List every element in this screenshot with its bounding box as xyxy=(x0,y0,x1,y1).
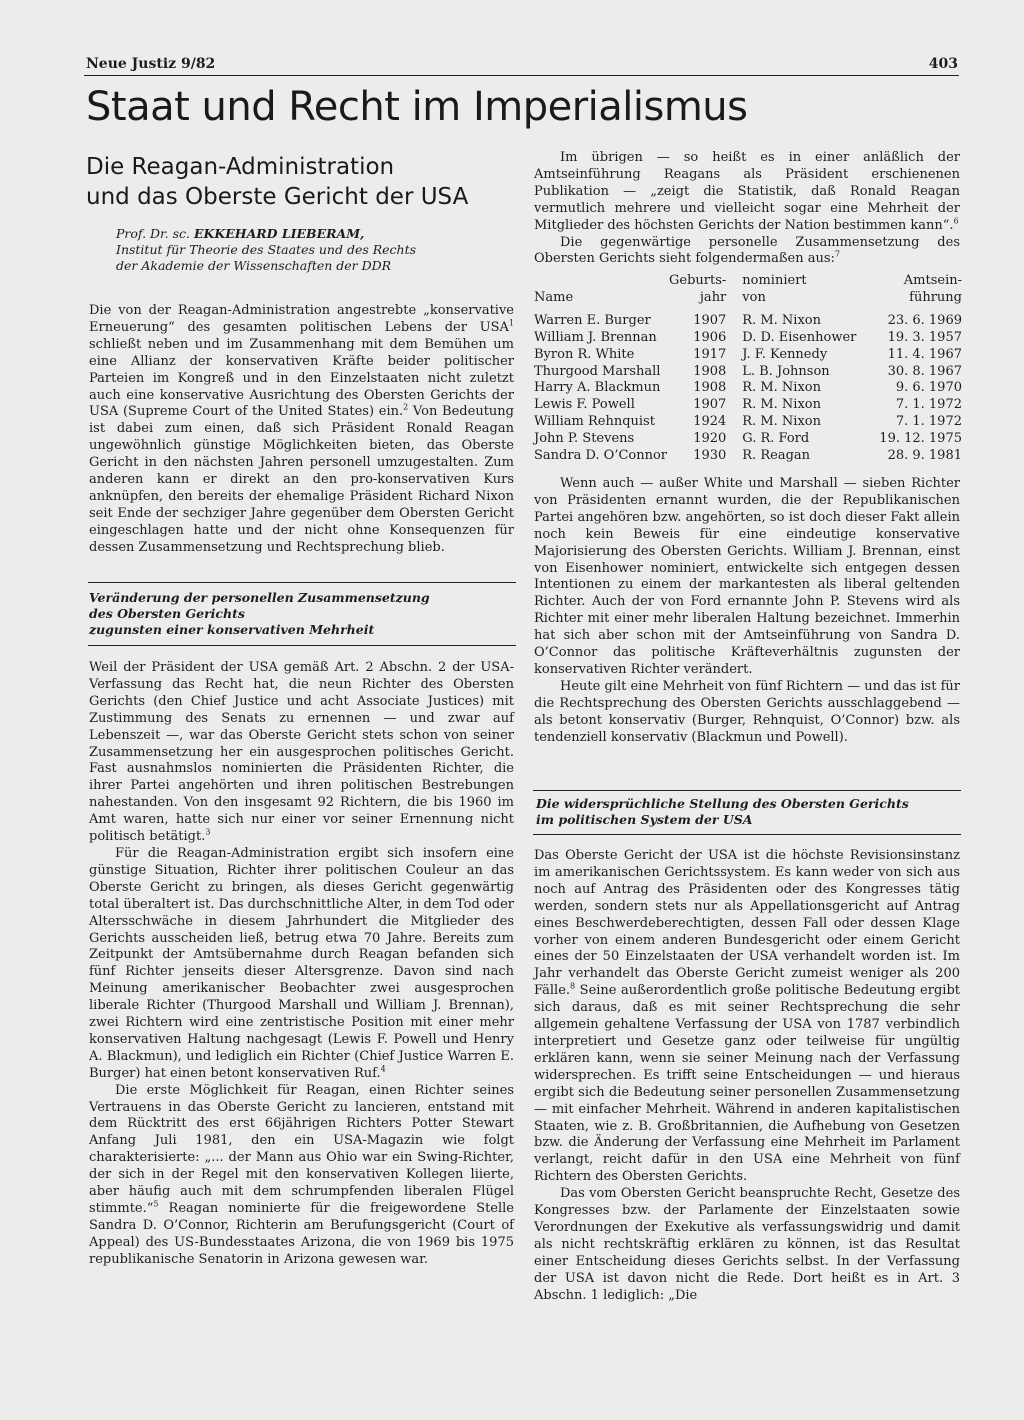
footnote-ref: 8 xyxy=(570,981,576,991)
footnote-ref: 1 xyxy=(508,318,514,328)
body-paragraph: Für die Reagan-Administration ergibt sich insofern eine günstige Situation, Richter ihrer politischen Couleur an das Oberste Gericht zu bringen, als dieses Gericht gegenwärtig total überaltert ist. Das durchschnittliche Alter, in dem Tod oder Altersschwäche in diesem Jahrhundert die Mitglieder des Gerichts ausscheiden ließ, betrug etwa 70 Jahre. Bereits zum Zeitpunkt der Amtsübernahme durch Reagan befanden sich fünf Richter jenseits dieser Altersgrenze. Davon sind nach Meinung amerikanischer Beobachter zwei ausgesprochen liberale Richter (Thurgood Marshall und William J. Brennan), zwei Richtern wird eine zentristische Position mit einer mehr konservativen Haltung nachgesagt (Lewis F. Powell und Henry A. Blackmun), und lediglich ein Richter (Chief Justice Warren E. Burger) hat einen betont konservativen Ruf.$^4$ xyxy=(89,845,514,1081)
author-block xyxy=(116,226,516,274)
table-row: William J. Brennan 1906 D. D. Eisenhower 19. 3. 1957 xyxy=(534,329,962,345)
footnote-ref: 7 xyxy=(834,250,841,260)
author-prefix: Prof. Dr. sc. xyxy=(116,226,194,241)
subheading-rule-bottom xyxy=(533,834,961,835)
col-header-name: Name xyxy=(534,289,574,305)
body-paragraph: Die gegenwärtige personelle Zusammensetzung des Obersten Gerichts sieht folgendermaßen aus:$^7$ xyxy=(534,234,960,267)
page-number: 403 xyxy=(928,56,958,72)
footnote-ref: 2 xyxy=(403,403,409,413)
footnote-ref: 4 xyxy=(380,1064,386,1074)
footnote-ref: 5 xyxy=(153,1199,159,1209)
table-row: Warren E. Burger 1907 R. M. Nixon 23. 6. 1969 xyxy=(534,312,962,328)
body-paragraph: Wenn auch — außer White und Marshall — sieben Richter von Präsidenten ernannt wurden, die der Republikanischen Partei angehören bzw. angehörten, so ist doch dieser Fakt allein noch kein Beweis für eine eindeutige konservative Majorisierung des Obersten Gerichts. William J. Brennan, einst von Eisenhower nominiert, entwickelte sich entgegen dessen Intentionen zu einem der markantesten als liberal geltenden Richter. Auch der von Ford ernannte John P. Stevens wird als Richter mit einer mehr liberalen Haltung bezeichnet. Immerhin hat sich aber schon mit der Amtseinführung von Sandra D. O’Connor das politische Kräfteverhältnis zugunsten der konservativen Richter verändert. xyxy=(534,476,960,677)
header-rule xyxy=(84,75,959,76)
body-paragraph: Heute gilt eine Mehrheit von fünf Richtern — und das ist für die Rechtsprechung des Obersten Gerichts ausschlaggebend — als betont konservativ (Burger, Rehnquist, O’Connor) bzw. als tendenziell konservativ (Blackmun und Powell). xyxy=(534,678,960,745)
body-paragraph: Im übrigen — so heißt es in einer anläßlich der Amtseinführung Reagans als Präsident erschienenen Publikation — „zeigt die Statistik, daß Ronald Reagan vermutlich mehrere und vielleicht sogar eine Mehrheit der Mitglieder des höchsten Gerichts der Nation bestimmen kann“.$^6$ xyxy=(534,150,960,233)
article-title-line-1: Die Reagan-Administration xyxy=(86,154,395,180)
article-title-line-2: und das Oberste Gericht der USA xyxy=(86,184,469,210)
right-body xyxy=(534,848,960,1304)
author-affiliation-1: Institut für Theorie des Staates und des Rechts xyxy=(116,242,417,257)
body-paragraph: Die erste Möglichkeit für Reagan, einen Richter seines Vertrauens in das Oberste Gericht zu lancieren, entstand mit dem Rücktritt des erst 66jährigen Richters Potter Stewart Anfang Juli 1981, den ein USA-Magazin wie folgt charakterisierte: „... der Mann aus Ohio war ein Swing-Richter, der sich in der Regel mit den konservativen Kollegen liierte, aber häufig auch mit dem schrumpfenden liberalen Flügel stimmte.“$^5$ Reagan nominierte für die freigewordene Stelle Sandra D. O’Connor, Richterin am Berufungsgericht (Court of Appeal) des US-Bundesstaates Arizona, die von 1969 bis 1975 republikanische Senatorin in Arizona gewesen war. xyxy=(89,1082,514,1267)
body-paragraph: Weil der Präsident der USA gemäß Art. 2 Abschn. 2 der USA-Verfassung das Recht hat, die neun Richter des Obersten Gerichts (den Chief Justice und acht Associate Justices) mit Zustimmung des Senats zu ernennen — und zwar auf Lebenszeit —, war das Oberste Gericht stets schon von seiner Zusammensetzung her ein ausgesprochen politisches Gericht. Fast ausnahmslos nominierten die Präsidenten Richter, die ihrer Partei angehörten und ihren politischen Bestrebungen nahestanden. Von den insgesamt 92 Richtern, die bis 1960 im Amt waren, hatte sich nur einer vor seiner Ernennung nicht politisch betätigt.$^3$ xyxy=(89,660,514,845)
right-middle xyxy=(534,476,960,747)
author-affiliation-2: der Akademie der Wissenschaften der DDR xyxy=(116,258,392,273)
table-row: Harry A. Blackmun 1908 R. M. Nixon 9. 6. 1970 xyxy=(534,380,962,396)
left-body xyxy=(89,660,514,1269)
table-header-row xyxy=(534,273,962,307)
col-header-nominated: nominiert von xyxy=(742,273,807,305)
table-row: Byron R. White 1917 J. F. Kennedy 11. 4. 1967 xyxy=(534,346,962,362)
footnote-ref: 6 xyxy=(953,216,959,226)
col-header-date: Amtsein- führung xyxy=(903,273,962,305)
table-row: Thurgood Marshall 1908 L. B. Johnson 30. 8. 1967 xyxy=(534,363,962,379)
subheading-rule-top xyxy=(533,790,961,791)
section-title: Staat und Recht im Imperialismus xyxy=(86,84,748,130)
left-intro xyxy=(89,303,514,557)
journal-issue: Neue Justiz 9/82 xyxy=(86,56,216,72)
table-row: William Rehnquist 1924 R. M. Nixon 7. 1. 1972 xyxy=(534,414,962,430)
subheading-rule-top xyxy=(88,582,516,583)
intro-paragraph: Die von der Reagan-Administration angestrebte „konservative Erneuerung“ des gesamten politischen Lebens der USA$^1$ schließt neben und im Zusammenhang mit dem Bemühen um eine Allianz der konservativen Kräfte beider politischer Parteien im Kongreß und in den Einzelstaaten nicht zuletzt auch eine konservative Ausrichtung des Obersten Gerichts der USA (Supreme Court of the United States) ein.$^2$ Von Bedeutung ist dabei zum einen, daß sich Präsident Ronald Reagan ungewöhnlich günstige Möglichkeiten bieten, das Oberste Gericht in den nächsten Jahren personell umzugestalten. Zum anderen kann er direkt an den pro-konservativen Kurs anknüpfen, den bereits der ehemalige Präsident Richard Nixon seit Ende der sechziger Jahre gegenüber dem Obersten Gericht eingeschlagen hatte und der nicht ohne Konsequenzen für dessen Zusammensetzung und Rechtsprechung blieb. xyxy=(89,303,514,555)
col-header-year: Geburts- jahr xyxy=(669,273,727,305)
table-row: John P. Stevens 1920 G. R. Ford 19. 12. 1975 xyxy=(534,431,962,447)
right-intro xyxy=(534,150,960,268)
running-head xyxy=(86,56,958,74)
judges-table xyxy=(534,273,962,465)
body-paragraph: Das Oberste Gericht der USA ist die höchste Revisionsinstanz im amerikanischen Gerichtssystem. Es kann weder von sich aus noch auf Antrag des Präsidenten oder des Kongresses tätig werden, sondern stets nur als Appellationsgericht auf Antrag eines Beschwerdeberechtigten, dessen Fall oder dessen Klage vorher von einem anderen Bundesgericht oder einem Gericht eines der 50 Einzelstaaten der USA verhandelt worden ist. Im Jahr verhandelt das Oberste Gericht zumeist weniger als 200 Fälle.$^8$ Seine außerordentlich große politische Bedeutung ergibt sich daraus, daß es mit seiner Rechtsprechung die sehr allgemein gehaltene Verfassung der USA von 1787 verbindlich interpretiert und Gesetze ganz oder teilweise für ungültig erklären kann, wenn sie seiner Meinung nach der Verfassung widersprechen. Es trifft seine Entscheidungen — und hieraus ergibt sich die Bedeutung seiner personellen Zusammensetzung — mit einfacher Mehrheit. Während in anderen kapitalistischen Staaten, wie z. B. Großbritannien, die Aufhebung von Gesetzen bzw. die Änderung der Verfassung eine Mehrheit im Parlament verlangt, reicht dafür in den USA eine Mehrheit von fünf Richtern des Obersten Gerichts. xyxy=(534,848,960,1185)
footnote-ref: 3 xyxy=(205,827,211,837)
author-name: EKKEHARD LIEBERAM, xyxy=(193,226,365,241)
subheading-right: Die widersprüchliche Stellung des Obersten Gerichts im politischen System der USA xyxy=(536,796,909,827)
table-row: Lewis F. Powell 1907 R. M. Nixon 7. 1. 1972 xyxy=(534,397,962,413)
subheading-left: Veränderung der personellen Zusammensetzung des Obersten Gerichts zugunsten einer konservativen Mehrheit xyxy=(89,590,430,637)
table-row: Sandra D. O’Connor 1930 R. Reagan 28. 9. 1981 xyxy=(534,448,962,464)
body-paragraph: Das vom Obersten Gericht beanspruchte Recht, Gesetze des Kongresses bzw. der Parlamente der Einzelstaaten sowie Verordnungen der Exekutive als verfassungswidrig und damit als nicht rechtskräftig erklären zu können, ist das Resultat einer Entscheidung dieses Gerichts selbst. In der Verfassung der USA ist davon nicht die Rede. Dort heißt es in Art. 3 Abschn. 1 lediglich: „Die xyxy=(534,1186,960,1303)
subheading-rule-bottom xyxy=(88,645,516,646)
article-title xyxy=(86,152,486,212)
